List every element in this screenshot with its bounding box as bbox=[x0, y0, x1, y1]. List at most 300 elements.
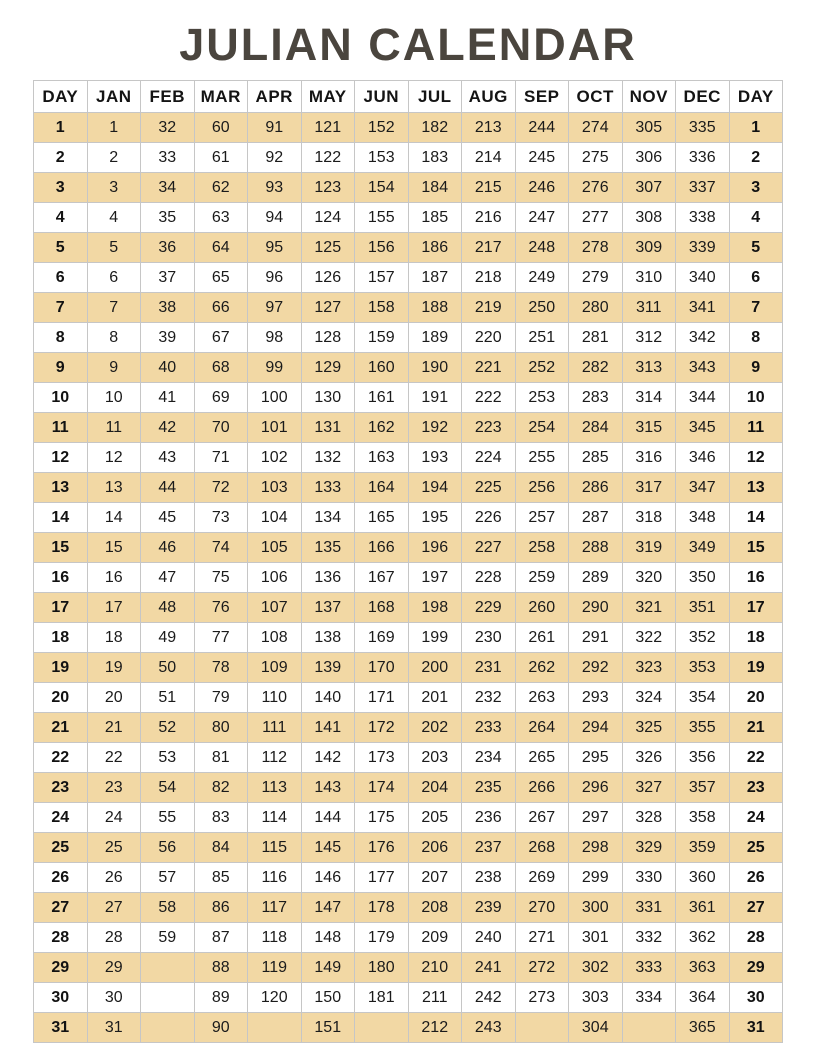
may-julian-day-cell: 144 bbox=[301, 803, 355, 833]
jun-julian-day-cell: 152 bbox=[355, 113, 409, 143]
jul-julian-day-cell: 212 bbox=[408, 1013, 462, 1043]
day-cell-right: 6 bbox=[729, 263, 783, 293]
jul-julian-day-cell: 182 bbox=[408, 113, 462, 143]
oct-julian-day-cell: 283 bbox=[569, 383, 623, 413]
may-julian-day-cell: 140 bbox=[301, 683, 355, 713]
column-header-apr: APR bbox=[248, 81, 302, 113]
table-row-day-20 bbox=[34, 683, 783, 713]
jul-julian-day-cell: 201 bbox=[408, 683, 462, 713]
may-julian-day-cell: 130 bbox=[301, 383, 355, 413]
jan-julian-day-cell: 30 bbox=[87, 983, 141, 1013]
mar-julian-day-cell: 81 bbox=[194, 743, 248, 773]
may-julian-day-cell: 148 bbox=[301, 923, 355, 953]
oct-julian-day-cell: 300 bbox=[569, 893, 623, 923]
jun-julian-day-cell: 163 bbox=[355, 443, 409, 473]
feb-julian-day-cell: 57 bbox=[141, 863, 195, 893]
may-julian-day-cell: 150 bbox=[301, 983, 355, 1013]
jun-julian-day-cell bbox=[355, 1013, 409, 1043]
day-cell-left: 31 bbox=[34, 1013, 88, 1043]
apr-julian-day-cell: 112 bbox=[248, 743, 302, 773]
aug-julian-day-cell: 242 bbox=[462, 983, 516, 1013]
sep-julian-day-cell: 270 bbox=[515, 893, 569, 923]
aug-julian-day-cell: 239 bbox=[462, 893, 516, 923]
day-cell-left: 6 bbox=[34, 263, 88, 293]
table-row-day-5 bbox=[34, 233, 783, 263]
jun-julian-day-cell: 155 bbox=[355, 203, 409, 233]
day-cell-left: 16 bbox=[34, 563, 88, 593]
table-row-day-28 bbox=[34, 923, 783, 953]
oct-julian-day-cell: 290 bbox=[569, 593, 623, 623]
column-header-day-right: DAY bbox=[729, 81, 783, 113]
sep-julian-day-cell: 253 bbox=[515, 383, 569, 413]
aug-julian-day-cell: 222 bbox=[462, 383, 516, 413]
jan-julian-day-cell: 2 bbox=[87, 143, 141, 173]
apr-julian-day-cell: 99 bbox=[248, 353, 302, 383]
dec-julian-day-cell: 352 bbox=[676, 623, 730, 653]
apr-julian-day-cell: 117 bbox=[248, 893, 302, 923]
jun-julian-day-cell: 171 bbox=[355, 683, 409, 713]
jun-julian-day-cell: 159 bbox=[355, 323, 409, 353]
jul-julian-day-cell: 194 bbox=[408, 473, 462, 503]
jun-julian-day-cell: 170 bbox=[355, 653, 409, 683]
day-cell-right: 21 bbox=[729, 713, 783, 743]
aug-julian-day-cell: 215 bbox=[462, 173, 516, 203]
jan-julian-day-cell: 14 bbox=[87, 503, 141, 533]
may-julian-day-cell: 129 bbox=[301, 353, 355, 383]
jan-julian-day-cell: 5 bbox=[87, 233, 141, 263]
day-cell-right: 12 bbox=[729, 443, 783, 473]
dec-julian-day-cell: 351 bbox=[676, 593, 730, 623]
jan-julian-day-cell: 31 bbox=[87, 1013, 141, 1043]
column-header-feb: FEB bbox=[141, 81, 195, 113]
jun-julian-day-cell: 174 bbox=[355, 773, 409, 803]
day-cell-right: 22 bbox=[729, 743, 783, 773]
apr-julian-day-cell: 116 bbox=[248, 863, 302, 893]
sep-julian-day-cell: 244 bbox=[515, 113, 569, 143]
jan-julian-day-cell: 8 bbox=[87, 323, 141, 353]
sep-julian-day-cell: 248 bbox=[515, 233, 569, 263]
mar-julian-day-cell: 64 bbox=[194, 233, 248, 263]
nov-julian-day-cell: 317 bbox=[622, 473, 676, 503]
jun-julian-day-cell: 158 bbox=[355, 293, 409, 323]
oct-julian-day-cell: 278 bbox=[569, 233, 623, 263]
may-julian-day-cell: 141 bbox=[301, 713, 355, 743]
day-cell-right: 29 bbox=[729, 953, 783, 983]
jun-julian-day-cell: 160 bbox=[355, 353, 409, 383]
table-row-day-3 bbox=[34, 173, 783, 203]
apr-julian-day-cell bbox=[248, 1013, 302, 1043]
column-header-sep: SEP bbox=[515, 81, 569, 113]
feb-julian-day-cell: 42 bbox=[141, 413, 195, 443]
table-row-day-30 bbox=[34, 983, 783, 1013]
jan-julian-day-cell: 25 bbox=[87, 833, 141, 863]
header-row bbox=[34, 81, 783, 113]
sep-julian-day-cell: 245 bbox=[515, 143, 569, 173]
day-cell-right: 13 bbox=[729, 473, 783, 503]
apr-julian-day-cell: 100 bbox=[248, 383, 302, 413]
may-julian-day-cell: 146 bbox=[301, 863, 355, 893]
feb-julian-day-cell: 39 bbox=[141, 323, 195, 353]
nov-julian-day-cell: 315 bbox=[622, 413, 676, 443]
dec-julian-day-cell: 357 bbox=[676, 773, 730, 803]
may-julian-day-cell: 145 bbox=[301, 833, 355, 863]
day-cell-right: 27 bbox=[729, 893, 783, 923]
jan-julian-day-cell: 1 bbox=[87, 113, 141, 143]
mar-julian-day-cell: 67 bbox=[194, 323, 248, 353]
day-cell-left: 5 bbox=[34, 233, 88, 263]
sep-julian-day-cell: 251 bbox=[515, 323, 569, 353]
jul-julian-day-cell: 192 bbox=[408, 413, 462, 443]
column-header-mar: MAR bbox=[194, 81, 248, 113]
aug-julian-day-cell: 216 bbox=[462, 203, 516, 233]
dec-julian-day-cell: 341 bbox=[676, 293, 730, 323]
day-cell-right: 9 bbox=[729, 353, 783, 383]
nov-julian-day-cell: 329 bbox=[622, 833, 676, 863]
nov-julian-day-cell: 331 bbox=[622, 893, 676, 923]
day-cell-right: 30 bbox=[729, 983, 783, 1013]
sep-julian-day-cell: 261 bbox=[515, 623, 569, 653]
table-row-day-1 bbox=[34, 113, 783, 143]
apr-julian-day-cell: 91 bbox=[248, 113, 302, 143]
dec-julian-day-cell: 355 bbox=[676, 713, 730, 743]
nov-julian-day-cell: 316 bbox=[622, 443, 676, 473]
nov-julian-day-cell: 307 bbox=[622, 173, 676, 203]
aug-julian-day-cell: 237 bbox=[462, 833, 516, 863]
dec-julian-day-cell: 356 bbox=[676, 743, 730, 773]
jan-julian-day-cell: 27 bbox=[87, 893, 141, 923]
sep-julian-day-cell: 266 bbox=[515, 773, 569, 803]
aug-julian-day-cell: 219 bbox=[462, 293, 516, 323]
mar-julian-day-cell: 75 bbox=[194, 563, 248, 593]
aug-julian-day-cell: 214 bbox=[462, 143, 516, 173]
table-row-day-26 bbox=[34, 863, 783, 893]
table-row-day-9 bbox=[34, 353, 783, 383]
aug-julian-day-cell: 236 bbox=[462, 803, 516, 833]
mar-julian-day-cell: 70 bbox=[194, 413, 248, 443]
may-julian-day-cell: 131 bbox=[301, 413, 355, 443]
day-cell-right: 16 bbox=[729, 563, 783, 593]
apr-julian-day-cell: 107 bbox=[248, 593, 302, 623]
jan-julian-day-cell: 28 bbox=[87, 923, 141, 953]
mar-julian-day-cell: 77 bbox=[194, 623, 248, 653]
feb-julian-day-cell: 35 bbox=[141, 203, 195, 233]
jun-julian-day-cell: 176 bbox=[355, 833, 409, 863]
nov-julian-day-cell: 309 bbox=[622, 233, 676, 263]
oct-julian-day-cell: 282 bbox=[569, 353, 623, 383]
nov-julian-day-cell: 310 bbox=[622, 263, 676, 293]
column-header-may: MAY bbox=[301, 81, 355, 113]
may-julian-day-cell: 135 bbox=[301, 533, 355, 563]
may-julian-day-cell: 147 bbox=[301, 893, 355, 923]
day-cell-left: 24 bbox=[34, 803, 88, 833]
jul-julian-day-cell: 207 bbox=[408, 863, 462, 893]
day-cell-left: 10 bbox=[34, 383, 88, 413]
jul-julian-day-cell: 190 bbox=[408, 353, 462, 383]
day-cell-right: 7 bbox=[729, 293, 783, 323]
day-cell-left: 23 bbox=[34, 773, 88, 803]
mar-julian-day-cell: 61 bbox=[194, 143, 248, 173]
table-row-day-4 bbox=[34, 203, 783, 233]
sep-julian-day-cell: 269 bbox=[515, 863, 569, 893]
oct-julian-day-cell: 276 bbox=[569, 173, 623, 203]
may-julian-day-cell: 139 bbox=[301, 653, 355, 683]
mar-julian-day-cell: 80 bbox=[194, 713, 248, 743]
mar-julian-day-cell: 87 bbox=[194, 923, 248, 953]
apr-julian-day-cell: 114 bbox=[248, 803, 302, 833]
mar-julian-day-cell: 76 bbox=[194, 593, 248, 623]
apr-julian-day-cell: 96 bbox=[248, 263, 302, 293]
mar-julian-day-cell: 82 bbox=[194, 773, 248, 803]
jul-julian-day-cell: 191 bbox=[408, 383, 462, 413]
jan-julian-day-cell: 29 bbox=[87, 953, 141, 983]
table-row-day-22 bbox=[34, 743, 783, 773]
feb-julian-day-cell bbox=[141, 983, 195, 1013]
feb-julian-day-cell: 51 bbox=[141, 683, 195, 713]
apr-julian-day-cell: 101 bbox=[248, 413, 302, 443]
sep-julian-day-cell: 247 bbox=[515, 203, 569, 233]
feb-julian-day-cell: 48 bbox=[141, 593, 195, 623]
nov-julian-day-cell: 325 bbox=[622, 713, 676, 743]
day-cell-left: 9 bbox=[34, 353, 88, 383]
nov-julian-day-cell: 319 bbox=[622, 533, 676, 563]
apr-julian-day-cell: 98 bbox=[248, 323, 302, 353]
oct-julian-day-cell: 289 bbox=[569, 563, 623, 593]
jul-julian-day-cell: 206 bbox=[408, 833, 462, 863]
table-row-day-6 bbox=[34, 263, 783, 293]
column-header-oct: OCT bbox=[569, 81, 623, 113]
apr-julian-day-cell: 92 bbox=[248, 143, 302, 173]
day-cell-left: 27 bbox=[34, 893, 88, 923]
jul-julian-day-cell: 189 bbox=[408, 323, 462, 353]
feb-julian-day-cell: 37 bbox=[141, 263, 195, 293]
jun-julian-day-cell: 156 bbox=[355, 233, 409, 263]
nov-julian-day-cell: 311 bbox=[622, 293, 676, 323]
nov-julian-day-cell: 313 bbox=[622, 353, 676, 383]
oct-julian-day-cell: 297 bbox=[569, 803, 623, 833]
day-cell-right: 31 bbox=[729, 1013, 783, 1043]
mar-julian-day-cell: 72 bbox=[194, 473, 248, 503]
feb-julian-day-cell: 59 bbox=[141, 923, 195, 953]
feb-julian-day-cell: 44 bbox=[141, 473, 195, 503]
jan-julian-day-cell: 7 bbox=[87, 293, 141, 323]
may-julian-day-cell: 127 bbox=[301, 293, 355, 323]
jul-julian-day-cell: 211 bbox=[408, 983, 462, 1013]
day-cell-right: 24 bbox=[729, 803, 783, 833]
mar-julian-day-cell: 68 bbox=[194, 353, 248, 383]
oct-julian-day-cell: 285 bbox=[569, 443, 623, 473]
nov-julian-day-cell: 333 bbox=[622, 953, 676, 983]
apr-julian-day-cell: 108 bbox=[248, 623, 302, 653]
day-cell-right: 4 bbox=[729, 203, 783, 233]
table-row-day-2 bbox=[34, 143, 783, 173]
jul-julian-day-cell: 210 bbox=[408, 953, 462, 983]
feb-julian-day-cell: 45 bbox=[141, 503, 195, 533]
table-row-day-16 bbox=[34, 563, 783, 593]
sep-julian-day-cell: 272 bbox=[515, 953, 569, 983]
jan-julian-day-cell: 20 bbox=[87, 683, 141, 713]
oct-julian-day-cell: 298 bbox=[569, 833, 623, 863]
dec-julian-day-cell: 348 bbox=[676, 503, 730, 533]
table-row-day-27 bbox=[34, 893, 783, 923]
jan-julian-day-cell: 12 bbox=[87, 443, 141, 473]
jul-julian-day-cell: 205 bbox=[408, 803, 462, 833]
may-julian-day-cell: 137 bbox=[301, 593, 355, 623]
sep-julian-day-cell: 268 bbox=[515, 833, 569, 863]
feb-julian-day-cell: 33 bbox=[141, 143, 195, 173]
feb-julian-day-cell: 32 bbox=[141, 113, 195, 143]
mar-julian-day-cell: 65 bbox=[194, 263, 248, 293]
sep-julian-day-cell: 258 bbox=[515, 533, 569, 563]
feb-julian-day-cell: 36 bbox=[141, 233, 195, 263]
day-cell-left: 22 bbox=[34, 743, 88, 773]
nov-julian-day-cell: 318 bbox=[622, 503, 676, 533]
column-header-day: DAY bbox=[34, 81, 88, 113]
oct-julian-day-cell: 287 bbox=[569, 503, 623, 533]
feb-julian-day-cell: 43 bbox=[141, 443, 195, 473]
table-row-day-7 bbox=[34, 293, 783, 323]
jan-julian-day-cell: 15 bbox=[87, 533, 141, 563]
apr-julian-day-cell: 115 bbox=[248, 833, 302, 863]
feb-julian-day-cell: 50 bbox=[141, 653, 195, 683]
feb-julian-day-cell: 52 bbox=[141, 713, 195, 743]
day-cell-left: 26 bbox=[34, 863, 88, 893]
dec-julian-day-cell: 364 bbox=[676, 983, 730, 1013]
sep-julian-day-cell bbox=[515, 1013, 569, 1043]
dec-julian-day-cell: 338 bbox=[676, 203, 730, 233]
dec-julian-day-cell: 363 bbox=[676, 953, 730, 983]
oct-julian-day-cell: 274 bbox=[569, 113, 623, 143]
jun-julian-day-cell: 172 bbox=[355, 713, 409, 743]
jul-julian-day-cell: 203 bbox=[408, 743, 462, 773]
feb-julian-day-cell bbox=[141, 953, 195, 983]
nov-julian-day-cell: 306 bbox=[622, 143, 676, 173]
jul-julian-day-cell: 202 bbox=[408, 713, 462, 743]
day-cell-left: 2 bbox=[34, 143, 88, 173]
jun-julian-day-cell: 153 bbox=[355, 143, 409, 173]
sep-julian-day-cell: 259 bbox=[515, 563, 569, 593]
jan-julian-day-cell: 18 bbox=[87, 623, 141, 653]
aug-julian-day-cell: 231 bbox=[462, 653, 516, 683]
day-cell-left: 20 bbox=[34, 683, 88, 713]
jun-julian-day-cell: 164 bbox=[355, 473, 409, 503]
may-julian-day-cell: 143 bbox=[301, 773, 355, 803]
oct-julian-day-cell: 304 bbox=[569, 1013, 623, 1043]
table-row-day-23 bbox=[34, 773, 783, 803]
day-cell-left: 25 bbox=[34, 833, 88, 863]
sep-julian-day-cell: 263 bbox=[515, 683, 569, 713]
jul-julian-day-cell: 200 bbox=[408, 653, 462, 683]
dec-julian-day-cell: 365 bbox=[676, 1013, 730, 1043]
aug-julian-day-cell: 243 bbox=[462, 1013, 516, 1043]
mar-julian-day-cell: 62 bbox=[194, 173, 248, 203]
jan-julian-day-cell: 19 bbox=[87, 653, 141, 683]
day-cell-right: 25 bbox=[729, 833, 783, 863]
jan-julian-day-cell: 26 bbox=[87, 863, 141, 893]
jul-julian-day-cell: 187 bbox=[408, 263, 462, 293]
mar-julian-day-cell: 73 bbox=[194, 503, 248, 533]
jul-julian-day-cell: 197 bbox=[408, 563, 462, 593]
sep-julian-day-cell: 250 bbox=[515, 293, 569, 323]
page-title: JULIAN CALENDAR bbox=[179, 19, 637, 70]
day-cell-right: 20 bbox=[729, 683, 783, 713]
jan-julian-day-cell: 6 bbox=[87, 263, 141, 293]
column-header-nov: NOV bbox=[622, 81, 676, 113]
table-row-day-25 bbox=[34, 833, 783, 863]
apr-julian-day-cell: 110 bbox=[248, 683, 302, 713]
jan-julian-day-cell: 16 bbox=[87, 563, 141, 593]
day-cell-right: 8 bbox=[729, 323, 783, 353]
dec-julian-day-cell: 339 bbox=[676, 233, 730, 263]
jan-julian-day-cell: 11 bbox=[87, 413, 141, 443]
nov-julian-day-cell: 330 bbox=[622, 863, 676, 893]
apr-julian-day-cell: 102 bbox=[248, 443, 302, 473]
mar-julian-day-cell: 90 bbox=[194, 1013, 248, 1043]
mar-julian-day-cell: 66 bbox=[194, 293, 248, 323]
jun-julian-day-cell: 179 bbox=[355, 923, 409, 953]
jul-julian-day-cell: 193 bbox=[408, 443, 462, 473]
table-row-day-18 bbox=[34, 623, 783, 653]
apr-julian-day-cell: 120 bbox=[248, 983, 302, 1013]
sep-julian-day-cell: 257 bbox=[515, 503, 569, 533]
oct-julian-day-cell: 275 bbox=[569, 143, 623, 173]
jan-julian-day-cell: 24 bbox=[87, 803, 141, 833]
jul-julian-day-cell: 209 bbox=[408, 923, 462, 953]
aug-julian-day-cell: 213 bbox=[462, 113, 516, 143]
feb-julian-day-cell: 41 bbox=[141, 383, 195, 413]
may-julian-day-cell: 124 bbox=[301, 203, 355, 233]
dec-julian-day-cell: 353 bbox=[676, 653, 730, 683]
aug-julian-day-cell: 235 bbox=[462, 773, 516, 803]
day-cell-right: 10 bbox=[729, 383, 783, 413]
apr-julian-day-cell: 103 bbox=[248, 473, 302, 503]
sep-julian-day-cell: 264 bbox=[515, 713, 569, 743]
dec-julian-day-cell: 344 bbox=[676, 383, 730, 413]
feb-julian-day-cell: 58 bbox=[141, 893, 195, 923]
oct-julian-day-cell: 293 bbox=[569, 683, 623, 713]
column-header-jun: JUN bbox=[355, 81, 409, 113]
dec-julian-day-cell: 350 bbox=[676, 563, 730, 593]
dec-julian-day-cell: 340 bbox=[676, 263, 730, 293]
jul-julian-day-cell: 199 bbox=[408, 623, 462, 653]
feb-julian-day-cell bbox=[141, 1013, 195, 1043]
oct-julian-day-cell: 302 bbox=[569, 953, 623, 983]
jun-julian-day-cell: 154 bbox=[355, 173, 409, 203]
jul-julian-day-cell: 185 bbox=[408, 203, 462, 233]
sep-julian-day-cell: 271 bbox=[515, 923, 569, 953]
mar-julian-day-cell: 89 bbox=[194, 983, 248, 1013]
nov-julian-day-cell: 327 bbox=[622, 773, 676, 803]
oct-julian-day-cell: 284 bbox=[569, 413, 623, 443]
jun-julian-day-cell: 168 bbox=[355, 593, 409, 623]
aug-julian-day-cell: 217 bbox=[462, 233, 516, 263]
apr-julian-day-cell: 105 bbox=[248, 533, 302, 563]
nov-julian-day-cell: 312 bbox=[622, 323, 676, 353]
julian-calendar-table bbox=[33, 80, 783, 1043]
jun-julian-day-cell: 180 bbox=[355, 953, 409, 983]
dec-julian-day-cell: 343 bbox=[676, 353, 730, 383]
may-julian-day-cell: 149 bbox=[301, 953, 355, 983]
nov-julian-day-cell: 326 bbox=[622, 743, 676, 773]
oct-julian-day-cell: 281 bbox=[569, 323, 623, 353]
day-cell-left: 1 bbox=[34, 113, 88, 143]
nov-julian-day-cell: 322 bbox=[622, 623, 676, 653]
jan-julian-day-cell: 13 bbox=[87, 473, 141, 503]
table-header bbox=[34, 81, 783, 113]
day-cell-right: 17 bbox=[729, 593, 783, 623]
mar-julian-day-cell: 78 bbox=[194, 653, 248, 683]
day-cell-left: 3 bbox=[34, 173, 88, 203]
jun-julian-day-cell: 167 bbox=[355, 563, 409, 593]
